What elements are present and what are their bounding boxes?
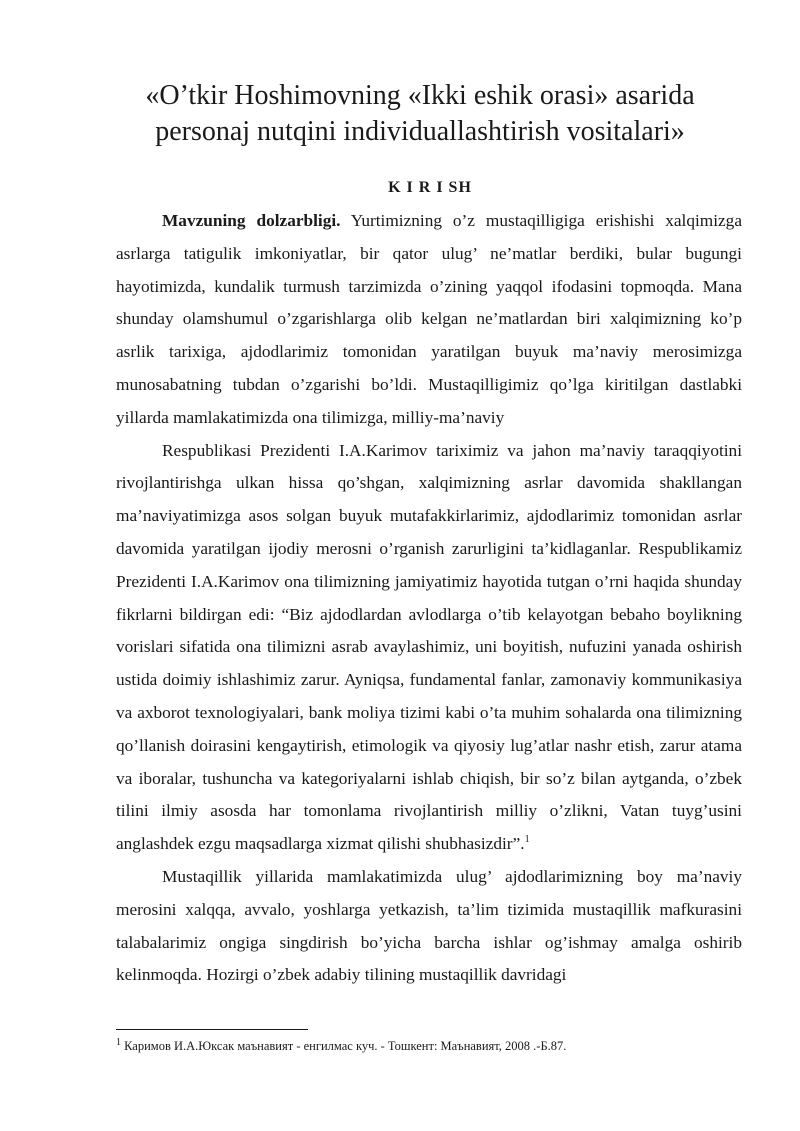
footnote [116,1038,742,1054]
paragraph-3-text: Mustaqillik yillarida mamlakatimizda ulug’ ajdodlarimizning boy ma’naviy merosini xalqqa, avvalo, yoshlarga yetkazish, ta’lim tizimida mustaqillik mafkurasini talabalarimiz ongiga singdirish bo’yicha barcha ishlar og’ishmay amalga oshirib kelinmoqda. Hozirgi o’zbek adabiy tilining mustaqillik davridagi [116,866,742,985]
paragraph-2-text: Respublikasi Prezidenti I.A.Karimov tariximiz va jahon ma’naviy taraqqiyotini rivojlantirishga ulkan hissa qo’shgan, xalqimizning asrlar davomida shakllangan ma’naviyatimizga asos solgan buyuk mutafakkirlarimiz, ajdodlarimiz tomonidan asrlar davomida yaratilgan ijodiy merosni o’rganish zarurligini ta’kidlaganlar. Respublikamiz Prezidenti I.A.Karimov ona tilimizning jamiyatimiz hayotida tutgan o’rni haqida shunday fikrlarni bildirgan edi: “Biz ajdodlardan avlodlarga o’tib kelayotgan bebaho boylikning vorislari sifatida ona tilimizni asrab avaylashimiz, uni boyitish, nufuzini yanada oshirish ustida doimiy ishlashimiz zarur. Ayniqsa, fundamental fanlar, zamonaviy kommunikasiya va axborot texnologiyalari, bank moliya tizimi kabi o’ta muhim sohalarda ona tilimizning qo’llanish doirasini kengaytirish, etimologik va qiyosiy lug’atlar nashr etish, zarur atama va iboralar, tushuncha va kategoriyalarni ishlab chiqish, bir so’z bilan aytganda, o’zbek tilini ilmiy asosda har tomonlama rivojlantirish milliy o’zlikni, Vatan tuyg’usini anglashdek ezgu maqsadlarga xizmat qilishi shubhasizdir”. [116,440,742,854]
paragraph-2 [116,435,742,861]
footnote-mark: 1 [116,1036,121,1048]
paragraph-3 [116,861,742,992]
section-heading: K I R I SH [388,179,472,196]
title-line-1: «O’tkir Hoshimovning «Ikki eshik orasi» asarida [145,80,695,111]
paragraph-1-text: Yurtimizning o’z mustaqilligiga erishishi xalqimizga asrlarga tatigulik imkoniyatlar, bir qator ulug’ ne’matlar berdiki, bular bugungi hayotimizda, kundalik turmush tarzimizda o’zining yaqqol ifodasini topmoqda. Mana shunday olamshumul o’zgarishlarga olib kelgan ne’matlardan biri xalqimizning ko’p asrlik tarixiga, ajdodlarimiz tomonidan yaratilgan buyuk ma’naviy merosimizga munosabatning tubdan o’zgarishi bo’ldi. Mustaqilligimiz qo’lga kiritilgan dastlabki yillarda mamlakatimizda ona tilimizga, milliy-ma’naviy [116,211,742,427]
paragraph-1 [116,205,742,435]
footnote-reference[interactable]: 1 [524,834,530,846]
footnote-text: Каримов И.А.Юксак маънавият - енгилмас куч. - Тошкент: Маънавият, 2008 .-Б.87. [121,1039,567,1053]
document-title [90,78,750,150]
title-line-2: personaj nutqini individuallashtirish vositalari» [155,116,685,147]
paragraph-lead: Mavzuning dolzarbligi. [162,211,341,230]
footnote-divider [116,1029,308,1030]
body-text [116,205,742,992]
